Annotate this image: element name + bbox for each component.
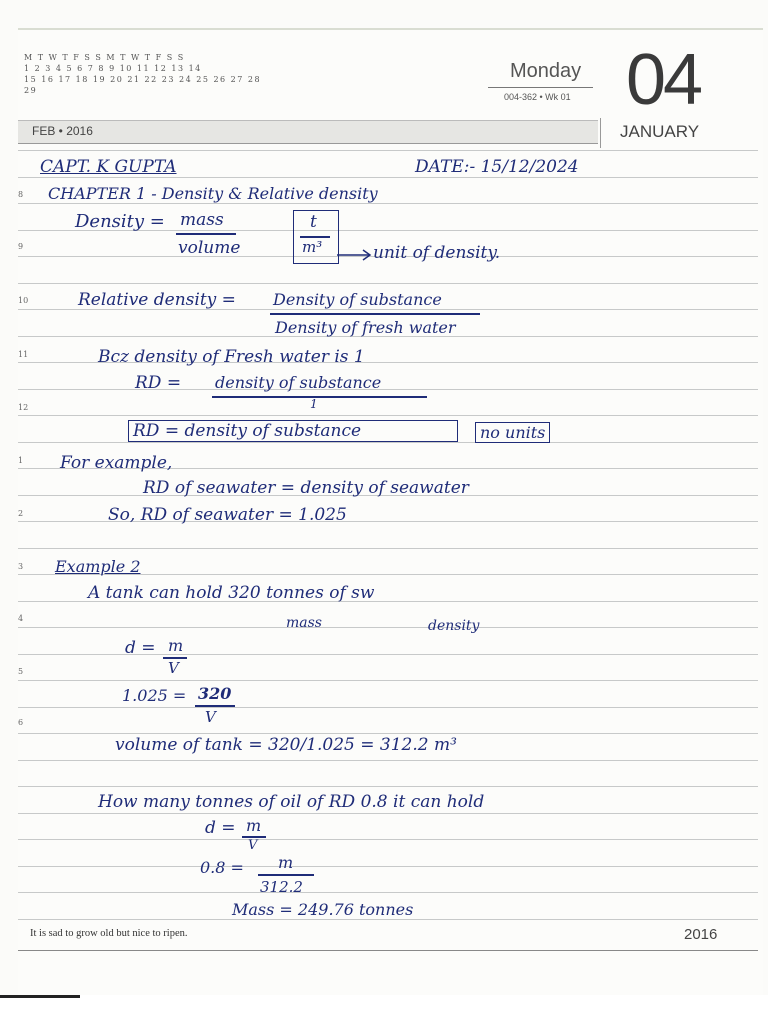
note-date: DATE:- 15/12/2024 — [415, 157, 579, 177]
day-number: 04 — [626, 40, 701, 120]
rd-seawater-line: RD of seawater = density of seawater — [143, 478, 469, 498]
ruled-line — [18, 283, 758, 284]
calendar-row: 29 — [24, 86, 38, 95]
ruled-line — [18, 389, 758, 390]
rd-eq-numerator: density of substance — [215, 373, 382, 392]
d-equals: d = — [125, 638, 156, 658]
example-intro: For example, — [60, 453, 173, 473]
density-denominator: volume — [178, 238, 241, 258]
eq2-left: 1.025 = — [122, 686, 187, 705]
fraction-bar — [258, 874, 314, 876]
example-2-heading: Example 2 — [55, 557, 141, 576]
unit-description: unit of density. — [373, 243, 501, 263]
volume-of-tank: volume of tank = 320/1.025 = 312.2 m³ — [115, 735, 457, 755]
hour-label: 2 — [18, 509, 24, 518]
d2-numerator: m — [246, 816, 262, 835]
ruled-line — [18, 839, 758, 840]
ruled-line — [18, 442, 758, 443]
density-annotation: density — [428, 618, 480, 634]
mass-result: Mass = 249.76 tonnes — [232, 900, 414, 919]
fraction-bar — [195, 705, 235, 707]
rd-equals: RD = — [135, 373, 182, 393]
ruled-line — [18, 680, 758, 681]
fraction-bar — [270, 313, 480, 315]
unit-numerator: t — [310, 212, 317, 232]
hour-label: 12 — [18, 403, 29, 412]
month-label: JANUARY — [620, 122, 700, 141]
calendar-row: 15 16 17 18 19 20 21 22 23 24 25 26 27 28 — [24, 75, 262, 84]
density-label: Density = — [75, 211, 165, 232]
eq2-numerator: 320 — [198, 684, 232, 703]
d-denominator: V — [168, 659, 179, 677]
day-divider — [488, 87, 593, 88]
fraction-bar — [176, 233, 236, 235]
footer-year: 2016 — [684, 926, 718, 943]
eq3-left: 0.8 = — [200, 858, 244, 877]
ruled-line — [18, 733, 758, 734]
eq2-denominator: V — [205, 708, 216, 726]
unit-denominator: m³ — [302, 238, 323, 256]
footer-quote: It is sad to grow old but nice to ripen. — [30, 928, 188, 939]
ruled-line — [18, 415, 758, 416]
oil-question: How many tonnes of oil of RD 0.8 it can hold — [98, 792, 485, 812]
hour-label: 4 — [18, 614, 24, 623]
header-band — [18, 120, 598, 144]
ruled-line — [18, 892, 758, 893]
ruled-line — [18, 203, 758, 204]
hour-label: 8 — [18, 190, 24, 199]
header-divider — [600, 118, 601, 148]
hour-label: 1 — [18, 456, 24, 465]
hour-label: 9 — [18, 242, 24, 251]
tank-statement: A tank can hold 320 tonnes of sw — [88, 583, 375, 603]
hour-label: 5 — [18, 667, 24, 676]
d-equals-2: d = — [205, 818, 236, 838]
rd-boxed-formula: RD = density of substance — [128, 420, 458, 442]
fraction-bar — [212, 396, 427, 398]
ruled-line — [18, 786, 758, 787]
week-info: 004-362 • Wk 01 — [504, 92, 571, 102]
rd-numerator: Density of substance — [273, 290, 442, 309]
page-bottom-edge — [0, 995, 768, 1024]
density-numerator: mass — [180, 210, 224, 230]
day-name: Monday — [510, 60, 582, 82]
calendar-row: M T W T F S S M T W T F S S — [24, 53, 185, 62]
no-units-box: no units — [475, 422, 550, 443]
calendar-row: 1 2 3 4 5 6 7 8 9 10 11 12 13 14 — [24, 64, 202, 73]
d-numerator: m — [168, 636, 184, 655]
rd-eq-denominator: 1 — [310, 397, 318, 411]
rd-denominator: Density of fresh water — [275, 318, 456, 337]
ruled-line — [18, 813, 758, 814]
rd-seawater-value: So, RD of seawater = 1.025 — [108, 505, 347, 525]
feb-label: FEB • 2016 — [32, 124, 93, 138]
hour-label: 10 — [18, 296, 29, 305]
because-line: Bcz density of Fresh water is 1 — [98, 347, 365, 367]
mini-calendar — [24, 52, 261, 96]
arrow-right-icon — [337, 248, 373, 262]
footer-divider — [18, 950, 758, 951]
hour-label: 3 — [18, 562, 24, 571]
ruled-line — [18, 177, 758, 178]
ruled-line — [18, 707, 758, 708]
ruled-line — [18, 548, 758, 549]
chapter-title: CHAPTER 1 - Density & Relative density — [48, 184, 378, 203]
hour-label: 6 — [18, 718, 24, 727]
mass-annotation: mass — [286, 615, 322, 631]
ruled-line — [18, 866, 758, 867]
ruled-line — [18, 919, 758, 920]
ruled-line — [18, 150, 758, 151]
relative-density-label: Relative density = — [78, 290, 236, 310]
eq3-denominator: 312.2 — [260, 878, 303, 896]
eq3-numerator: m — [278, 853, 294, 872]
hour-label: 11 — [18, 350, 29, 359]
page-top-edge — [18, 28, 763, 30]
ruled-line — [18, 760, 758, 761]
author-name: CAPT. K GUPTA — [40, 157, 177, 177]
ruled-line — [18, 627, 758, 628]
d2-denominator: V — [248, 838, 258, 853]
